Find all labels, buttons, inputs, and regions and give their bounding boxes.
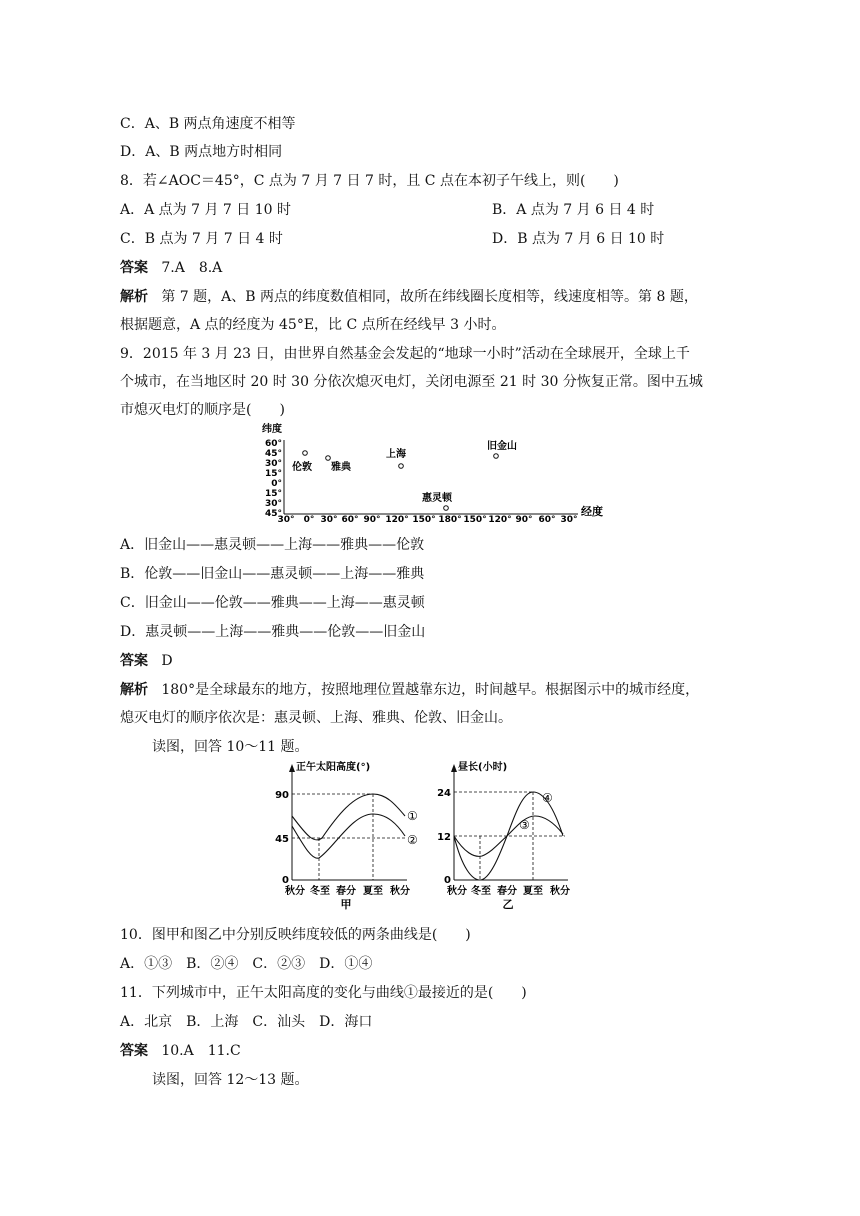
q10-stem: 10．图甲和图乙中分别反映纬度较低的两条曲线是( ) xyxy=(120,927,471,943)
explanation-7-8-line2: 根据题意，A 点的经度为 45°E，比 C 点所在经线早 3 小时。 xyxy=(120,317,506,333)
q8-row-ab xyxy=(120,199,655,221)
jia-xtick: 春分 xyxy=(336,886,356,897)
explanation-label: 解析 xyxy=(120,289,148,305)
jia-ytick: 0 xyxy=(282,875,289,886)
map-ytick: 15° xyxy=(264,489,282,499)
q8-row-cd xyxy=(120,228,665,250)
map-xtick: 30° xyxy=(560,515,578,524)
jia-xtick: 秋分 xyxy=(285,886,305,897)
yi-xtick: 春分 xyxy=(497,886,517,897)
jia-ytick: 45 xyxy=(275,834,289,845)
read-instruction-10-11: 读图，回答 10～11 题。 xyxy=(152,739,309,755)
chart-jia-noon-sun-altitude xyxy=(262,756,430,912)
yi-curve-label-3: ③ xyxy=(519,818,530,832)
q10-options: A．①③ B．②④ C．②③ D．①④ xyxy=(120,956,373,972)
q9-stem-line1: 9．2015 年 3 月 23 日，由世界自然基金会发起的“地球一小时”活动在全球展开，全球上千 xyxy=(120,346,690,362)
yi-y-axis-arrow xyxy=(451,764,457,772)
answer-10-11 xyxy=(120,1040,241,1062)
q9-stem-line2: 个城市，在当地区时 20 时 30 分依次熄灭电灯，关闭电源至 21 时 30 分恢复正常。图中五城 xyxy=(120,374,703,390)
explanation-label: 解析 xyxy=(120,682,148,698)
yi-curve-label-4: ④ xyxy=(542,791,553,805)
answer-text: 10.A 11.C xyxy=(161,1043,241,1059)
city-longitude-latitude-map xyxy=(254,422,610,524)
q9-option-a: A．旧金山——惠灵顿——上海——雅典——伦敦 xyxy=(120,537,425,553)
map-ytick: 60° xyxy=(264,439,282,449)
city-marker-athens xyxy=(326,456,331,461)
city-label-shanghai: 上海 xyxy=(386,449,406,460)
yi-xtick: 秋分 xyxy=(447,886,467,897)
q8-option-c: C．B 点为 7 月 7 日 4 时 xyxy=(120,231,283,247)
city-marker-wellington xyxy=(444,506,449,511)
explanation-7-8 xyxy=(120,286,698,308)
city-label-athens: 雅典 xyxy=(331,462,351,473)
yi-caption: 乙 xyxy=(502,898,514,911)
answer-text: 7.A 8.A xyxy=(161,260,223,276)
jia-curve-label-2: ② xyxy=(407,833,418,847)
yi-ytick: 0 xyxy=(444,875,451,886)
read-instruction-12-13: 读图，回答 12～13 题。 xyxy=(152,1072,309,1088)
map-ytick: 0° xyxy=(271,479,282,489)
map-ytick: 30° xyxy=(264,459,282,469)
map-xtick: 120° xyxy=(385,515,409,524)
jia-xtick: 夏至 xyxy=(363,886,383,897)
map-ytick: 45° xyxy=(264,509,282,519)
jia-curve-label-1: ① xyxy=(407,809,418,823)
yi-xtick: 夏至 xyxy=(523,886,543,897)
q9-option-b: B．伦敦——旧金山——惠灵顿——上海——雅典 xyxy=(120,566,425,582)
answer-text: D xyxy=(161,653,173,669)
q9-stem-line3: 市熄灭电灯的顺序是( ) xyxy=(120,402,285,418)
q11-options: A．北京 B．上海 C．汕头 D．海口 xyxy=(120,1014,373,1030)
answer-label: 答案 xyxy=(120,653,148,669)
q9-option-c: C．旧金山——伦敦——雅典——上海——惠灵顿 xyxy=(120,595,425,611)
answer-label: 答案 xyxy=(120,1043,148,1059)
chart-yi-day-length xyxy=(430,756,590,912)
yi-xtick: 秋分 xyxy=(550,886,570,897)
q8-stem: 8．若∠AOC＝45°，C 点为 7 月 7 日 7 时，且 C 点在本初子午线上，则( ) xyxy=(120,173,619,189)
yi-xtick: 冬至 xyxy=(471,886,491,897)
map-xtick: 150° xyxy=(412,515,436,524)
map-xtick: 30° xyxy=(277,515,295,524)
map-xtick: 90° xyxy=(515,515,533,524)
answer-7-8 xyxy=(120,257,222,279)
explanation-9-line2: 熄灭电灯的顺序依次是：惠灵顿、上海、雅典、伦敦、旧金山。 xyxy=(120,710,512,726)
q7-option-d: D．A、B 两点地方时相同 xyxy=(120,144,283,160)
city-marker-london xyxy=(303,451,308,456)
jia-y-axis-arrow xyxy=(289,764,295,772)
map-xtick: 60° xyxy=(341,515,359,524)
answer-9 xyxy=(120,650,173,672)
jia-caption: 甲 xyxy=(340,898,352,911)
city-marker-san-francisco xyxy=(494,454,499,459)
city-marker-shanghai xyxy=(399,464,404,469)
map-xtick: 180° xyxy=(438,515,462,524)
jia-xtick: 冬至 xyxy=(310,886,330,897)
map-xtick: 90° xyxy=(363,515,381,524)
q8-option-b: B．A 点为 7 月 6 日 4 时 xyxy=(492,202,655,218)
q8-option-a: A．A 点为 7 月 7 日 10 时 xyxy=(120,202,292,218)
jia-y-label: 正午太阳高度(°) xyxy=(296,762,371,773)
yi-y-label: 昼长(小时) xyxy=(458,762,508,773)
q11-stem: 11．下列城市中，正午太阳高度的变化与曲线①最接近的是( ) xyxy=(120,985,527,1001)
city-label-san-francisco: 旧金山 xyxy=(487,441,517,452)
map-ytick: 45° xyxy=(264,449,282,459)
q8-option-d: D．B 点为 7 月 6 日 10 时 xyxy=(492,231,665,247)
map-ytick: 15° xyxy=(264,469,282,479)
map-xtick: 0° xyxy=(303,515,315,524)
jia-xtick: 秋分 xyxy=(390,886,410,897)
city-label-wellington: 惠灵顿 xyxy=(422,493,452,504)
answer-label: 答案 xyxy=(120,260,148,276)
map-xtick: 120° xyxy=(488,515,512,524)
map-ytick: 30° xyxy=(264,499,282,509)
map-x-label: 经度 xyxy=(581,505,603,518)
explanation-line: 180°是全球最东的地方，按照地理位置越靠东边，时间越早。根据图示中的城市经度， xyxy=(161,682,700,698)
map-xtick: 150° xyxy=(463,515,487,524)
city-label-london: 伦敦 xyxy=(292,462,312,473)
yi-ytick: 24 xyxy=(437,788,451,799)
explanation-9 xyxy=(120,679,699,701)
q7-option-c: C．A、B 两点角速度不相等 xyxy=(120,116,296,132)
q9-option-d: D．惠灵顿——上海——雅典——伦敦——旧金山 xyxy=(120,624,426,640)
yi-ytick: 12 xyxy=(437,832,451,843)
jia-ytick: 90 xyxy=(275,790,289,801)
map-y-label: 纬度 xyxy=(262,424,282,435)
jia-curve-1 xyxy=(292,794,405,840)
map-xtick: 30° xyxy=(320,515,338,524)
explanation-line: 第 7 题，A、B 两点的纬度数值相同，故所在纬线圈长度相等，线速度相等。第 8 题， xyxy=(161,289,698,305)
map-xtick: 60° xyxy=(538,515,556,524)
